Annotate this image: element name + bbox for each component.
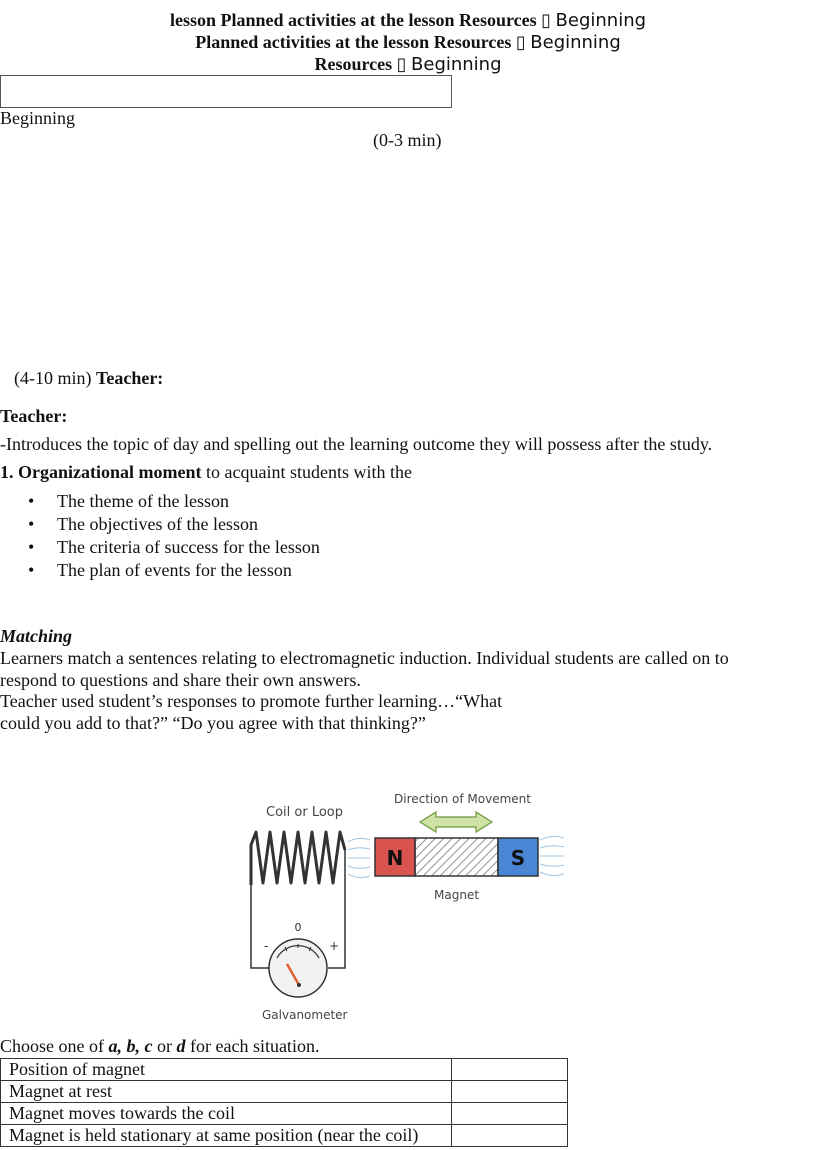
glyph-bar-icon: ▯ [515,32,526,53]
magnet-label: Magnet [434,888,480,902]
choose-text-2: or [152,1036,177,1056]
matching-p2-line1: Teacher used student’s responses to promote further learning…“What [0,691,503,711]
org-moment-text: to acquaint students with the [201,462,412,482]
answer-cell[interactable] [452,1081,568,1103]
glyph-bar-icon: ▯ [396,54,407,75]
matching-p1-line2: respond to questions and share their own answers. [0,670,361,690]
answer-cell[interactable] [452,1125,568,1147]
objectives-list [0,490,320,582]
induction-diagram [230,780,580,1030]
coil-icon [251,832,345,885]
table-row [1,1103,568,1125]
header-resources: Resources [458,10,537,30]
choose-options: a, b, c [108,1036,153,1056]
header-line-2 [0,32,816,53]
table-row [1,1125,568,1147]
teacher-intro: -Introduces the topic of day and spelling out the learning outcome they will possess after the study. [0,434,713,454]
magnet-body [415,838,498,876]
direction-arrow-icon [420,812,492,832]
org-moment-bold: 1. Organizational moment [0,462,202,482]
choose-option-d: d [176,1036,186,1056]
stage-name: Beginning [0,108,75,128]
zero-mark: 0 [294,921,302,934]
header-beginning: Beginning [411,54,502,75]
wire-left [251,885,270,968]
list-item: • The objectives of the lesson [0,513,320,536]
table-cell: Magnet is held stationary at same position (near the coil) [1,1125,452,1147]
header-lesson: lesson [169,10,216,30]
organizational-moment [0,462,412,483]
header-resources: Resources [314,54,393,74]
table-row [1,1059,568,1081]
table-cell: Magnet at rest [1,1081,452,1103]
matching-p2-line2: could you add to that?” “Do you agree with that thinking?” [0,713,426,733]
choose-instruction [0,1036,319,1057]
situation-table [0,1058,568,1147]
list-item: • The theme of the lesson [0,490,320,513]
header-line-1 [0,10,816,31]
coil-label: Coil or Loop [266,805,343,820]
header-planned: Planned activities at the lesson [220,10,455,30]
minus-mark: - [264,939,269,953]
matching-p1-line1: Learners match a sentences relating to electromagnetic induction. Individual students are called on to [0,648,729,668]
matching-title: Matching [0,626,73,646]
teacher-inline-label: Teacher: [95,368,164,388]
header-beginning: Beginning [530,32,621,53]
stage-time-1: (0-3 min) [373,130,442,150]
table-cell: Position of magnet [1,1059,452,1081]
list-item: • The plan of events for the lesson [0,559,320,582]
north-label: N [386,846,404,870]
header-beginning: Beginning [555,10,647,31]
answer-cell[interactable] [452,1103,568,1125]
stage-time-2: (4-10 min) [14,368,92,388]
plus-mark: + [329,939,340,953]
teacher-label: Teacher: [0,406,68,426]
stage-time-2-line [14,368,163,389]
empty-cell-box [0,75,452,108]
header-resources: Resources [433,32,512,52]
table-cell: Magnet moves towards the coil [1,1103,452,1125]
answer-cell[interactable] [452,1059,568,1081]
choose-text-1: Choose one of [0,1036,109,1056]
header-line-3 [0,54,816,75]
header-planned: Planned activities at the lesson [195,32,430,52]
direction-label: Direction of Movement [394,792,531,806]
glyph-bar-icon: ▯ [541,10,552,31]
table-row [1,1081,568,1103]
galvanometer-label: Galvanometer [262,1008,348,1022]
list-item: • The criteria of success for the lesson [0,536,320,559]
south-label: S [510,846,526,870]
choose-text-3: for each situation. [185,1036,320,1056]
